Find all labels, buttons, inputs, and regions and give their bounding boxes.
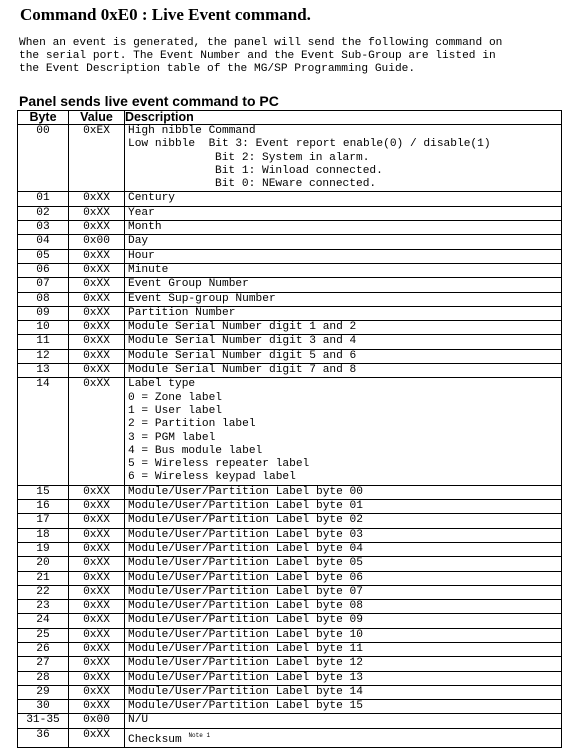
byte-cell: 16 xyxy=(18,500,69,514)
description-line: Label type xyxy=(128,378,196,391)
table-row xyxy=(18,485,562,499)
description-cell: Hour xyxy=(125,249,562,263)
value-cell: 0xXX xyxy=(69,642,125,656)
value-cell: 0xXX xyxy=(69,728,125,747)
description-cell xyxy=(125,125,562,192)
value-cell: 0xXX xyxy=(69,306,125,320)
description-cell: Module Serial Number digit 3 and 4 xyxy=(125,335,562,349)
byte-cell: 06 xyxy=(18,263,69,277)
byte-cell: 14 xyxy=(18,378,69,485)
byte-cell: 23 xyxy=(18,600,69,614)
table-row xyxy=(18,263,562,277)
table-row xyxy=(18,292,562,306)
byte-cell: 10 xyxy=(18,321,69,335)
value-cell: 0xXX xyxy=(69,557,125,571)
description-cell: Month xyxy=(125,221,562,235)
table-body xyxy=(18,125,562,748)
table-row xyxy=(18,585,562,599)
value-cell: 0xXX xyxy=(69,528,125,542)
description-cell: Module/User/Partition Label byte 08 xyxy=(125,600,562,614)
value-cell: 0xXX xyxy=(69,349,125,363)
value-cell: 0xXX xyxy=(69,249,125,263)
description-cell: Module/User/Partition Label byte 03 xyxy=(125,528,562,542)
description-cell: Minute xyxy=(125,263,562,277)
value-cell: 0xXX xyxy=(69,700,125,714)
table-row xyxy=(18,642,562,656)
table-row xyxy=(18,306,562,320)
value-cell: 0xXX xyxy=(69,685,125,699)
header-byte: Byte xyxy=(18,111,69,125)
value-cell: 0xXX xyxy=(69,500,125,514)
bit-item: Bit 1: Winload connected. xyxy=(215,164,383,177)
table-row xyxy=(18,614,562,628)
value-cell: 0xXX xyxy=(69,485,125,499)
table-row xyxy=(18,221,562,235)
table-row xyxy=(18,657,562,671)
checksum-label: Checksum xyxy=(128,733,182,746)
table-row xyxy=(18,278,562,292)
byte-cell: 12 xyxy=(18,349,69,363)
table-row xyxy=(18,671,562,685)
description-cell: N/U xyxy=(125,714,562,728)
byte-cell: 30 xyxy=(18,700,69,714)
description-cell: Day xyxy=(125,235,562,249)
label-type-item: 0 = Zone label xyxy=(128,391,222,404)
label-type-item: 5 = Wireless repeater label xyxy=(128,458,310,471)
byte-cell: 07 xyxy=(18,278,69,292)
value-cell: 0xEX xyxy=(69,125,125,192)
note-reference: Note 1 xyxy=(188,731,211,739)
description-cell: Century xyxy=(125,192,562,206)
byte-cell: 01 xyxy=(18,192,69,206)
intro-line: When an event is generated, the panel will send the following command on xyxy=(19,37,503,49)
table-row xyxy=(18,125,562,192)
table-row xyxy=(18,349,562,363)
bit-line xyxy=(128,152,561,165)
byte-cell: 29 xyxy=(18,685,69,699)
description-cell: Module/User/Partition Label byte 01 xyxy=(125,500,562,514)
value-cell: 0xXX xyxy=(69,600,125,614)
byte-cell: 03 xyxy=(18,221,69,235)
value-cell: 0xXX xyxy=(69,278,125,292)
description-cell: Module Serial Number digit 7 and 8 xyxy=(125,364,562,378)
table-row xyxy=(18,685,562,699)
byte-cell: 15 xyxy=(18,485,69,499)
table-row xyxy=(18,321,562,335)
byte-cell: 00 xyxy=(18,125,69,192)
byte-cell: 22 xyxy=(18,585,69,599)
table-row xyxy=(18,500,562,514)
label-type-item: 3 = PGM label xyxy=(128,431,216,444)
table-row xyxy=(18,378,562,485)
low-nibble-label: Low nibble xyxy=(128,138,196,151)
description-cell: Module/User/Partition Label byte 15 xyxy=(125,700,562,714)
byte-cell: 19 xyxy=(18,542,69,556)
byte-cell: 28 xyxy=(18,671,69,685)
byte-cell: 27 xyxy=(18,657,69,671)
intro-line: the Event Description table of the MG/SP Programming Guide. xyxy=(19,63,416,75)
byte-cell: 13 xyxy=(18,364,69,378)
header-value: Value xyxy=(69,111,125,125)
description-cell: Module/User/Partition Label byte 02 xyxy=(125,514,562,528)
table-header-row xyxy=(18,111,562,125)
byte-cell: 02 xyxy=(18,206,69,220)
description-cell: Module/User/Partition Label byte 13 xyxy=(125,671,562,685)
byte-cell: 24 xyxy=(18,614,69,628)
bit-line xyxy=(128,165,561,178)
command-table xyxy=(17,110,562,748)
value-cell: 0xXX xyxy=(69,221,125,235)
table-row xyxy=(18,628,562,642)
description-cell: Module/User/Partition Label byte 10 xyxy=(125,628,562,642)
table-row xyxy=(18,206,562,220)
table-row xyxy=(18,557,562,571)
value-cell: 0xXX xyxy=(69,292,125,306)
description-cell: Event Sup-group Number xyxy=(125,292,562,306)
value-cell: 0xXX xyxy=(69,335,125,349)
description-cell xyxy=(125,378,562,485)
table-row xyxy=(18,364,562,378)
description-cell: Event Group Number xyxy=(125,278,562,292)
value-cell: 0xXX xyxy=(69,321,125,335)
intro-line: the serial port. The Event Number and the Event Sub-Group are listed in xyxy=(19,50,496,62)
value-cell: 0x00 xyxy=(69,235,125,249)
value-cell: 0xXX xyxy=(69,585,125,599)
description-line: High nibble Command xyxy=(128,125,256,137)
value-cell: 0xXX xyxy=(69,378,125,485)
table-row xyxy=(18,235,562,249)
value-cell: 0xXX xyxy=(69,614,125,628)
byte-cell: 18 xyxy=(18,528,69,542)
label-type-item: 2 = Partition label xyxy=(128,418,256,431)
table-row xyxy=(18,542,562,556)
table-row xyxy=(18,335,562,349)
byte-cell: 36 xyxy=(18,728,69,747)
value-cell: 0xXX xyxy=(69,571,125,585)
description-cell: Module/User/Partition Label byte 09 xyxy=(125,614,562,628)
table-row xyxy=(18,728,562,747)
intro-paragraph xyxy=(19,37,502,76)
value-cell: 0xXX xyxy=(69,628,125,642)
value-cell: 0xXX xyxy=(69,514,125,528)
section-heading: Panel sends live event command to PC xyxy=(19,93,279,109)
byte-cell: 04 xyxy=(18,235,69,249)
value-cell: 0xXX xyxy=(69,263,125,277)
description-cell: Module/User/Partition Label byte 05 xyxy=(125,557,562,571)
value-cell: 0xXX xyxy=(69,657,125,671)
byte-cell: 25 xyxy=(18,628,69,642)
description-cell: Partition Number xyxy=(125,306,562,320)
description-cell: Module/User/Partition Label byte 12 xyxy=(125,657,562,671)
value-cell: 0xXX xyxy=(69,671,125,685)
bit-item: Bit 0: NEware connected. xyxy=(215,178,377,191)
byte-cell: 09 xyxy=(18,306,69,320)
bit-item: Bit 2: System in alarm. xyxy=(215,151,370,164)
table-row xyxy=(18,714,562,728)
byte-cell: 20 xyxy=(18,557,69,571)
label-type-item: 4 = Bus module label xyxy=(128,444,263,457)
byte-cell: 08 xyxy=(18,292,69,306)
table-row xyxy=(18,514,562,528)
page-title: Command 0xE0 : Live Event command. xyxy=(20,5,311,24)
description-cell: Module/User/Partition Label byte 14 xyxy=(125,685,562,699)
description-cell: Module/User/Partition Label byte 11 xyxy=(125,642,562,656)
description-cell: Module Serial Number digit 1 and 2 xyxy=(125,321,562,335)
byte-cell: 17 xyxy=(18,514,69,528)
value-cell: 0xXX xyxy=(69,192,125,206)
byte-cell: 11 xyxy=(18,335,69,349)
table-row xyxy=(18,571,562,585)
low-nibble-line xyxy=(128,138,561,151)
value-cell: 0xXX xyxy=(69,206,125,220)
table-row xyxy=(18,192,562,206)
bit-item: Bit 3: Event report enable(0) / disable(1) xyxy=(208,138,491,151)
description-cell: Year xyxy=(125,206,562,220)
description-cell: Module/User/Partition Label byte 06 xyxy=(125,571,562,585)
header-description: Description xyxy=(125,111,562,125)
byte-cell: 26 xyxy=(18,642,69,656)
byte-cell: 05 xyxy=(18,249,69,263)
byte-cell: 31-35 xyxy=(18,714,69,728)
table-row xyxy=(18,600,562,614)
description-cell: Module/User/Partition Label byte 00 xyxy=(125,485,562,499)
bit-line xyxy=(128,178,561,191)
table-row xyxy=(18,528,562,542)
description-cell: Module/User/Partition Label byte 07 xyxy=(125,585,562,599)
label-type-item: 1 = User label xyxy=(128,404,222,417)
description-cell: Module Serial Number digit 5 and 6 xyxy=(125,349,562,363)
table-row xyxy=(18,700,562,714)
label-type-item: 6 = Wireless keypad label xyxy=(128,471,296,484)
value-cell: 0xXX xyxy=(69,364,125,378)
byte-cell: 21 xyxy=(18,571,69,585)
value-cell: 0xXX xyxy=(69,542,125,556)
value-cell: 0x00 xyxy=(69,714,125,728)
description-cell xyxy=(125,728,562,747)
description-cell: Module/User/Partition Label byte 04 xyxy=(125,542,562,556)
table-row xyxy=(18,249,562,263)
